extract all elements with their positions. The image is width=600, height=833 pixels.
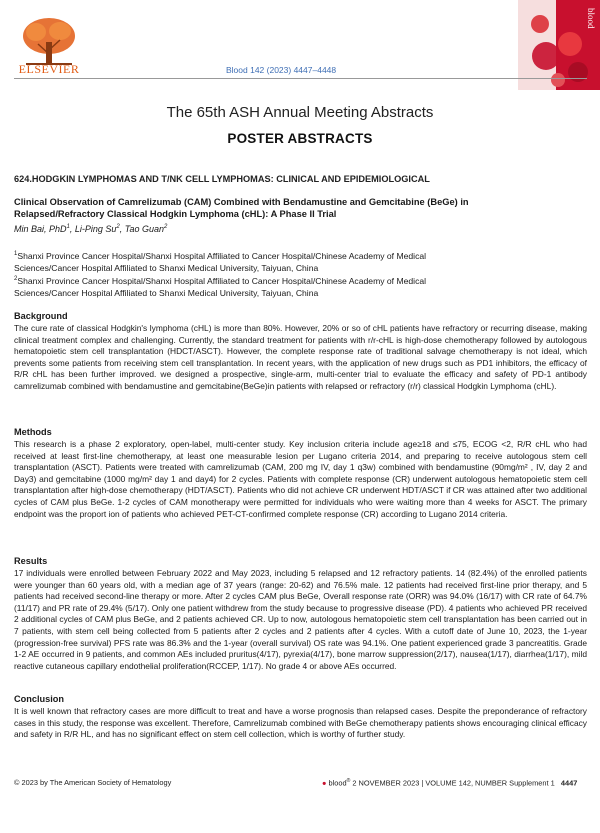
cover-title: blood (586, 8, 596, 29)
author-name: Li-Ping Su (74, 224, 117, 234)
affil-line: Sciences/Cancer Hospital Affiliated to Shanxi Medical University, Taiyuan, China (14, 262, 319, 273)
affiliation-2 (14, 273, 570, 299)
author-list: Min Bai, PhD$^1$, Li-Ping Su$^2$, Tao Guan$^2$ (14, 224, 168, 234)
author-name: Min Bai, PhD (14, 224, 67, 234)
affil-line: Shanxi Province Cancer Hospital/Shanxi Hospital Affiliated to Cancer Hospital/Chinese Academy of Medical (17, 250, 427, 261)
footer-journal: blood (328, 778, 347, 788)
background-heading: Background (14, 311, 68, 321)
meeting-title: The 65th ASH Annual Meeting Abstracts (166, 104, 434, 121)
blood-journal-cover (518, 0, 600, 90)
conclusion-heading: Conclusion (14, 694, 65, 704)
author-affil-sup: 2 (163, 224, 168, 230)
footer-copyright: © 2023 by The American Society of Hematology (14, 778, 172, 787)
publisher-wordmark: ELSEVIER (18, 62, 80, 76)
affil-sup: 1 (14, 251, 18, 257)
background-text: The cure rate of classical Hodgkin's lymphoma (cHL) is more than 80%. However, 20% or so of cHL patients have refractory or recurring disease, making clinical treatment complex and challenging. Currently, the standard treatment for patients with r/r-cHL is high-dose chemotherapy followed by autologous hematopoietic stem cell transplantation (HDCT/ASCT). However, the complete response rate of traditional salvage chemotherapy is not ideal, which prevents some patients from receiving stem cell transplantation. In recent years, with the application of new drugs such as PD1 inhibitors, the efficacy of R/R cHL has been further improved. we designed a prospective, single-arm, multi-center trial to evaluate the efficacy and safety of PD-1 antibody camrelizumab combined with bendamustine and gemcitabine(BeGe)in patients with relapsed or refractory (r/r) classical Hodgkin Lymphoma (cHL). (14, 323, 587, 391)
methods-heading: Methods (14, 427, 52, 437)
paper-title-line: Relapsed/Refractory Classical Hodgkin Lymphoma (cHL): A Phase II Trial (14, 209, 337, 219)
conclusion-text: It is well known that refractory cases are more difficult to treat and have a worse prognosis than relapsed cases. Despite the preponderance of refractory cases in this study, the response was excellent. Therefore, Camrelizumab combined with BeGe chemotherapy patients shows encouraging clinical efficacy and safety in R/R HL, and has no significant effect on stem cell collection, which is worthy of further study. (14, 706, 587, 740)
blood-drop-icon: ● (322, 778, 327, 788)
affiliation-1 (14, 248, 570, 274)
methods-text: This research is a phase 2 exploratory, open-label, multi-center study. Key inclusion criteria include age≥18 and ≤75, ECOG <2, R/R cHL who had received at least first-line chemotherapy, at least one measurable lesion per Lugano criteria 2014, and preparing to receive autologous stem cell transplantation (ASCT). Patients were treated with camrelizumab (CAM, 200 mg IV, day 1 q3w) combined with bendamustine (90mg/m² , IV, day 2 and Day3) and gemcitabine (1000 mg/m² day 1 and day4) for 2 cycles. Patients with complete response (CR) underwent autologous hematopoietic stem cell transplantation after high-dose chemotherapy (HDT/ASCT). Patients who did not achieve CR underwent HDT/ASCT if CR was attained after two additional cycles of CAM plus BeGe. 1-2 cycles of CAM monotherapy were permitted for individuals who were waiting more than 4 weeks for ASCT. The primary endpoint was the proport ion of patients who achieved PET-CT-confirmed complete response (CR) according to Lugano 2014 criteria. (14, 439, 587, 519)
results-heading: Results (14, 556, 48, 566)
author-affil-sup: 1 (66, 224, 70, 230)
results-text: 17 individuals were enrolled between February 2022 and May 2023, including 5 relapsed and 12 refractory patients. 14 (82.4%) of the enrolled patients were younger than 60 years old, with a median age of 37 years (range: 20-62) and 76.5% male. 12 patients had received first-line prior therapy, and 5 patients had received second-line therapy or more. After 2 cycles CAM plus BeGe, Overall response rate (ORR) was 94.0% (16/17) with CR rate of 64.7% (11/17) and PR rate of 29.4% (5/17). Only one patient withdrew from the study because to progressive disease (PD). 4 patients who achieved PR received 2 additional cycles of CAM plus BeGe, and 2 patients achieved CR. Up to now, autologous hematopoietic stem cell transplantation has been carried out in 7 patients, with stem cell being collected from 5 patients after 2 cycles and 2 patients after 4 cycles. With a cutoff date of June 10, 2023, the 1-year (progression-free survival) PFS rate was 86.3% and the 1-year (overall survival) OS rate was 94.1%. One patient experienced grade 3 pancreatitis. Grade 1-2 AE occurred in 9 patients, and common AEs included pruritus(4/17), pyrexia(4/17), bone marrow suppression(2/17), nausea(1/17), diarrhea(1/17), mild reactive cutaneous capillary endothelial proliferation(RCCEP, 1/17). No grade 4 or above AEs occurred. (14, 568, 587, 671)
author-affil-sup: 2 (116, 224, 120, 230)
paper-title (14, 196, 574, 220)
affil-sup: 2 (14, 276, 18, 282)
footer-issue-info: ● blood® 2 NOVEMBER 2023 | VOLUME 142, NUMBER Supplement 1 4447 (322, 778, 578, 788)
journal-citation-link[interactable]: Blood 142 (2023) 4447–4448 (226, 65, 337, 75)
header-divider (14, 78, 587, 79)
affil-line: Sciences/Cancer Hospital Affiliated to Shanxi Medical University, Taiyuan, China (14, 287, 319, 298)
affil-line: Shanxi Province Cancer Hospital/Shanxi Hospital Affiliated to Cancer Hospital/Chinese Academy of Medical (17, 275, 427, 286)
page-number: 4447 (560, 778, 578, 788)
abstract-category: 624.HODGKIN LYMPHOMAS AND T/NK CELL LYMPHOMAS: CLINICAL AND EPIDEMIOLOGICAL (14, 174, 430, 184)
section-title: POSTER ABSTRACTS (227, 131, 373, 146)
author-name: Tao Guan (124, 224, 164, 234)
footer-issue: 2 NOVEMBER 2023 | VOLUME 142, NUMBER Supplement 1 (352, 778, 555, 788)
paper-title-line: Clinical Observation of Camrelizumab (CAM) Combined with Bendamustine and Gemcitabine (BeGe) in (14, 197, 469, 207)
